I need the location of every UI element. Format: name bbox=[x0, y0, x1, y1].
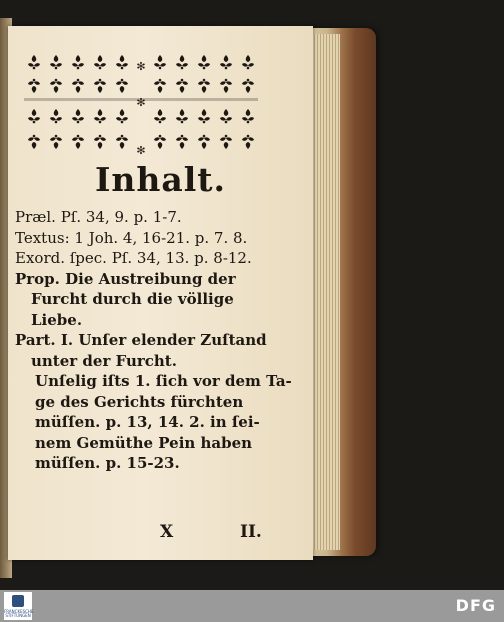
svg-text:✻: ✻ bbox=[136, 144, 146, 157]
signature-mark: X bbox=[160, 522, 174, 542]
page-title: Inhalt. bbox=[94, 160, 227, 199]
book-page bbox=[8, 26, 313, 560]
toc-line: Exord. ſpec. Pſ. 34, 13. p. 8-12. bbox=[15, 249, 252, 267]
toc-line: müſſen. p. 15-23. bbox=[35, 454, 180, 472]
institution-logo[interactable] bbox=[4, 592, 32, 620]
logo-text: FRANCKESCHE STIFTUNGEN bbox=[4, 609, 34, 618]
toc-line: müſſen. p. 13, 14. 2. in ſei- bbox=[35, 413, 260, 431]
toc-line: Part. I. Unſer elender Zuſtand bbox=[15, 331, 267, 349]
toc-line: Liebe. bbox=[31, 310, 83, 329]
viewer-footer-bar bbox=[0, 590, 504, 622]
toc-line: nem Gemüthe Pein haben bbox=[35, 433, 253, 452]
catchword: II. bbox=[240, 522, 262, 542]
toc-line: Unſelig iſts 1. ſich vor dem Ta- bbox=[35, 372, 292, 390]
svg-text:✻: ✻ bbox=[136, 60, 146, 73]
toc-line: Prop. Die Austreibung der bbox=[15, 269, 236, 288]
svg-text:✻: ✻ bbox=[136, 96, 146, 109]
toc-line: ge des Gerichts fürchten bbox=[35, 392, 244, 411]
toc-line: Præl. Pſ. 34, 9. p. 1-7. bbox=[15, 208, 182, 226]
toc-line: Textus: 1 Joh. 4, 16-21. p. 7. 8. bbox=[15, 228, 248, 247]
toc-line: Furcht durch die völlige bbox=[31, 290, 234, 308]
dfg-logo[interactable]: DFG bbox=[455, 596, 496, 615]
table-of-contents bbox=[15, 207, 292, 474]
page-stack bbox=[312, 34, 340, 550]
logo-mark-icon bbox=[12, 595, 24, 607]
toc-line: unter der Furcht. bbox=[31, 351, 177, 370]
ornament-icon bbox=[22, 50, 260, 158]
